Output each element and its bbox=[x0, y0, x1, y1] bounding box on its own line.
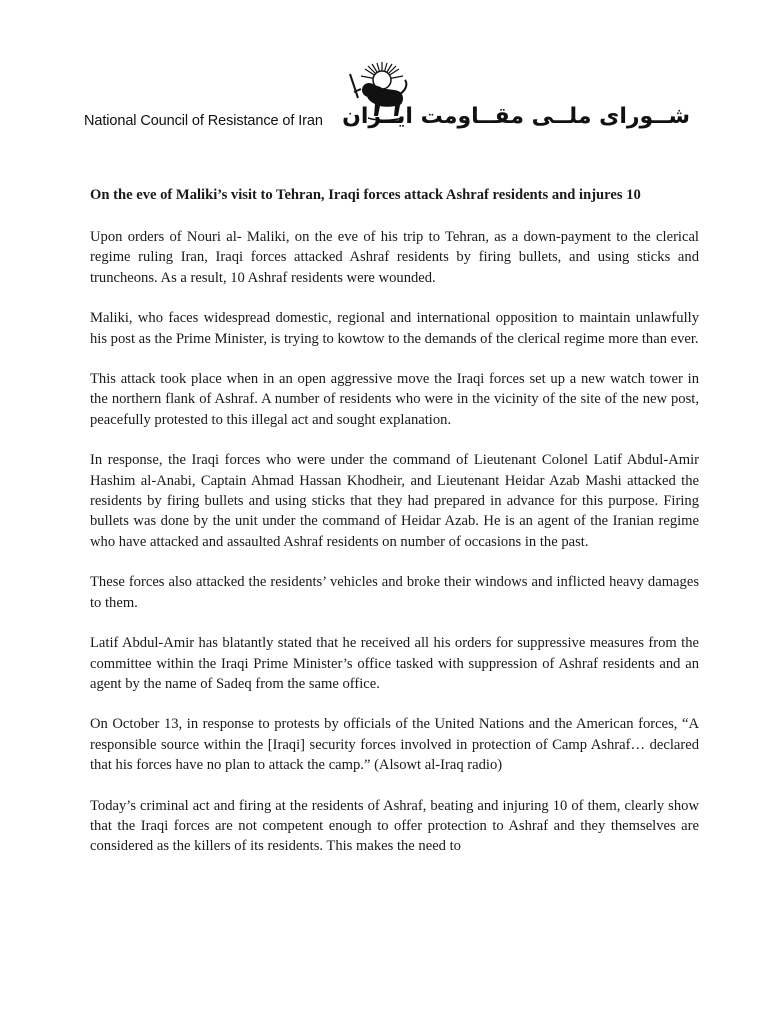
article-paragraph: This attack took place when in an open aggressive move the Iraqi forces set up a new watch tower in the northern flank of Ashraf. A number of residents who were in the vicinity of the site of the new post, peacefully protested to this illegal act and sought explanation. bbox=[90, 371, 699, 428]
organization-name-farsi: شــورای ملــی مقــاومت ایــران bbox=[342, 104, 690, 129]
article-paragraph: In response, the Iraqi forces who were under the command of Lieutenant Colonel Latif Abdul-Amir Hashim al-Anabi, Captain Ahmad Hassan Khodheir, and Lieutenant Heidar Azab Mashi attacked the residents by firing bullets and using sticks that they had prepared in advance for this purpose. Firing bullets was done by the unit under the command of Heidar Azab. He is an agent of the Iranian regime who have attacked and assaulted Ashraf residents on number of occasions in the past. bbox=[90, 452, 699, 550]
article-paragraph: Upon orders of Nouri al- Maliki, on the eve of his trip to Tehran, as a down-payment to the clerical regime ruling Iran, Iraqi forces attacked Ashraf residents by firing bullets, and using sticks and truncheons. As a result, 10 Ashraf residents were wounded. bbox=[90, 229, 699, 286]
article-paragraph: Latif Abdul-Amir has blatantly stated that he received all his orders for suppressive measures from the committee within the Iraqi Prime Minister’s office tasked with suppression of Ashraf residents and an agent by the name of Sadeq from the same office. bbox=[90, 635, 699, 692]
article-paragraph: On October 13, in response to protests by officials of the United Nations and the American forces, “A responsible source within the [Iraqi] security forces involved in protection of Camp Ashraf… declared that his forces have no plan to attack the camp.” (Alsowt al-Iraq radio) bbox=[90, 716, 699, 774]
article-paragraph: Maliki, who faces widespread domestic, regional and international opposition to maintain unlawfully his post as the Prime Minister, is trying to kowtow to the demands of the clerical regime more than ever. bbox=[90, 310, 699, 347]
article-paragraph: Today’s criminal act and firing at the residents of Ashraf, beating and injuring 10 of them, clearly show that the Iraqi forces are not competent enough to offer protection to Ashraf and they themselves are considered as the killers of its residents. This makes the need to bbox=[90, 797, 699, 855]
article-headline: On the eve of Maliki’s visit to Tehran, Iraqi forces attack Ashraf residents and injures 10 bbox=[90, 187, 641, 203]
article bbox=[90, 185, 699, 877]
article-paragraph: These forces also attacked the residents’ vehicles and broke their windows and inflicted heavy damages to them. bbox=[90, 574, 699, 611]
organization-name-english: National Council of Resistance of Iran bbox=[84, 113, 323, 129]
letterhead bbox=[0, 0, 768, 150]
